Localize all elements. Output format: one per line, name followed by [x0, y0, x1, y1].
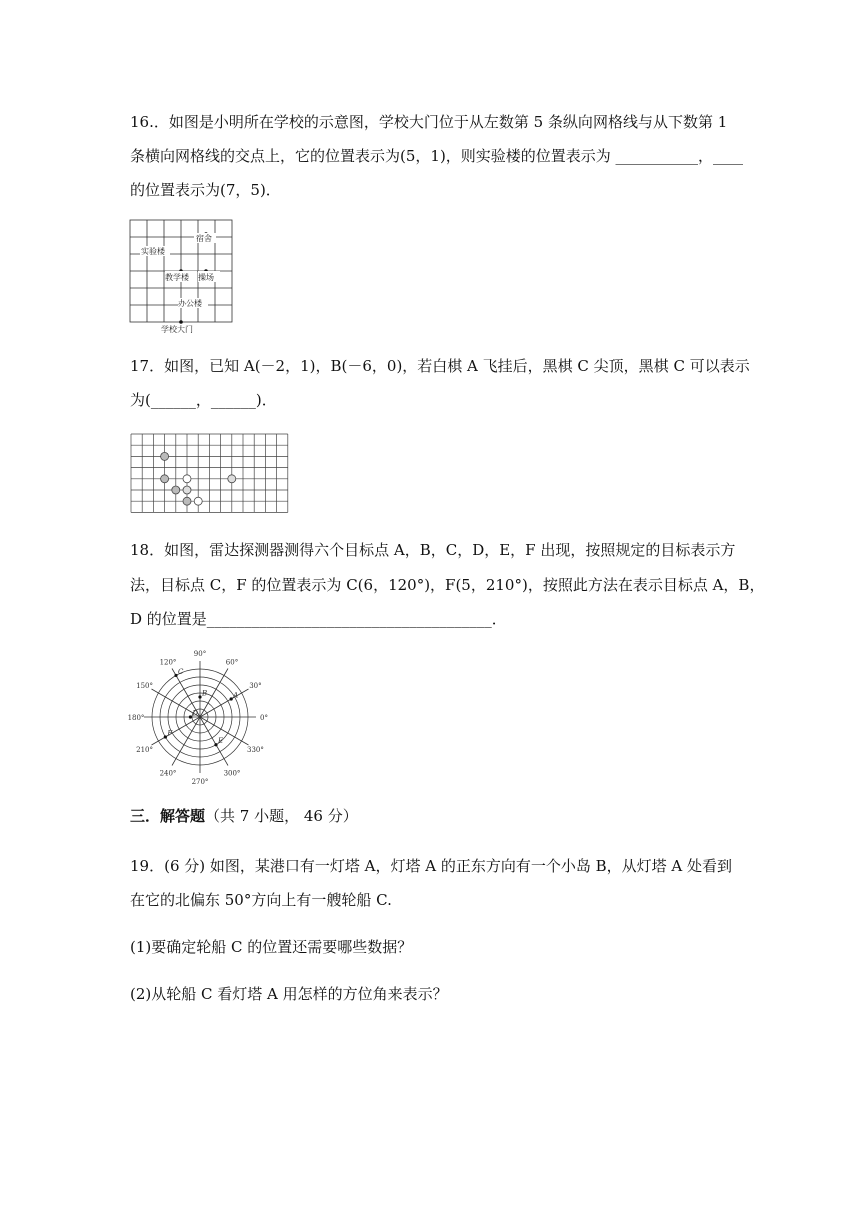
radar-point-label: E [218, 737, 224, 746]
map-label-teaching: 教学楼 [165, 273, 189, 282]
radar-point-label: C [178, 667, 184, 676]
radar-angle-label: 60° [225, 658, 239, 667]
q16-school-map [128, 218, 236, 334]
radar-angle-label: 120° [159, 658, 177, 667]
q19-line-2: 在它的北偏东 50°方向上有一艘轮船 C. [130, 891, 392, 909]
go-stone [228, 475, 236, 483]
q18-line-1: 18．如图，雷达探测器测得六个目标点 A，B，C，D，E，F 出现，按照规定的目标表示方 [130, 541, 736, 559]
map-dot-gate [179, 320, 183, 324]
go-stone [194, 497, 202, 505]
radar-point-label: D [192, 709, 199, 718]
go-stone [183, 475, 191, 483]
radar-angle-label: 150° [136, 682, 154, 690]
q19-sub-1: (1)要确定轮船 C 的位置还需要哪些数据？ [130, 938, 413, 956]
radar-angle-label: 240° [159, 769, 177, 778]
section-3-heading [130, 806, 358, 826]
q16-line-1: 16.．如图是小明所在学校的示意图，学校大门位于从左数第 5 条纵向网格线与从下数第 1 [130, 113, 728, 131]
radar-point-label: F [167, 729, 173, 738]
map-label-gate: 学校大门 [161, 325, 193, 334]
go-stone [161, 452, 169, 460]
q17-line-1: 17．如图，已知 A(－2，1)，B(－6，0)，若白棋 A 飞挂后，黑棋 C 尖顶，黑棋 C 可以表示 [130, 357, 750, 375]
radar-angle-label: 210° [136, 746, 154, 754]
radar-angle-label: 0° [260, 714, 268, 722]
map-label-office: 办公楼 [178, 299, 202, 308]
section-3-title: 三．解答题 [130, 807, 206, 825]
radar-point-label: A [233, 691, 239, 700]
radar-angle-label: 330° [246, 746, 264, 754]
q18-line-2: 法，目标点 C，F 的位置表示为 C(6，120°)，F(5，210°)，按照此方法在表示目标点 A，B， [130, 576, 765, 594]
map-label-dorm: 宿舍 [196, 234, 212, 243]
q18-radar-diagram [128, 647, 278, 785]
q19-line-1: 19．(6 分) 如图，某港口有一灯塔 A，灯塔 A 的正东方向有一个小岛 B，从灯塔 A 处看到 [130, 857, 733, 875]
go-stone [161, 475, 169, 483]
go-stone [183, 497, 191, 505]
radar-point-label: B [202, 689, 208, 698]
radar-angle-label: 180° [128, 714, 145, 722]
section-3-note: （共 7 小题， 46 分） [205, 807, 358, 825]
q18-line-3: D 的位置是______________________________________． [130, 610, 507, 628]
go-stone [183, 486, 191, 494]
q17-line-2: 为(______，______)． [130, 391, 277, 409]
map-label-lab: 实验楼 [141, 247, 165, 256]
go-stone [172, 486, 180, 494]
radar-angle-label: 30° [249, 682, 262, 690]
q19-sub-2: (2)从轮船 C 看灯塔 A 用怎样的方位角来表示？ [130, 985, 448, 1003]
q16-line-2: 条横向网格线的交点上，它的位置表示为(5，1)，则实验楼的位置表示为 ___________，____ [130, 147, 744, 165]
map-label-playground: 操场 [198, 273, 214, 282]
radar-angle-label: 90° [193, 650, 207, 658]
q17-go-board [129, 432, 291, 516]
q16-line-3: 的位置表示为(7，5)． [130, 181, 281, 199]
radar-angle-label: 270° [191, 778, 209, 785]
radar-angle-label: 300° [223, 769, 241, 778]
